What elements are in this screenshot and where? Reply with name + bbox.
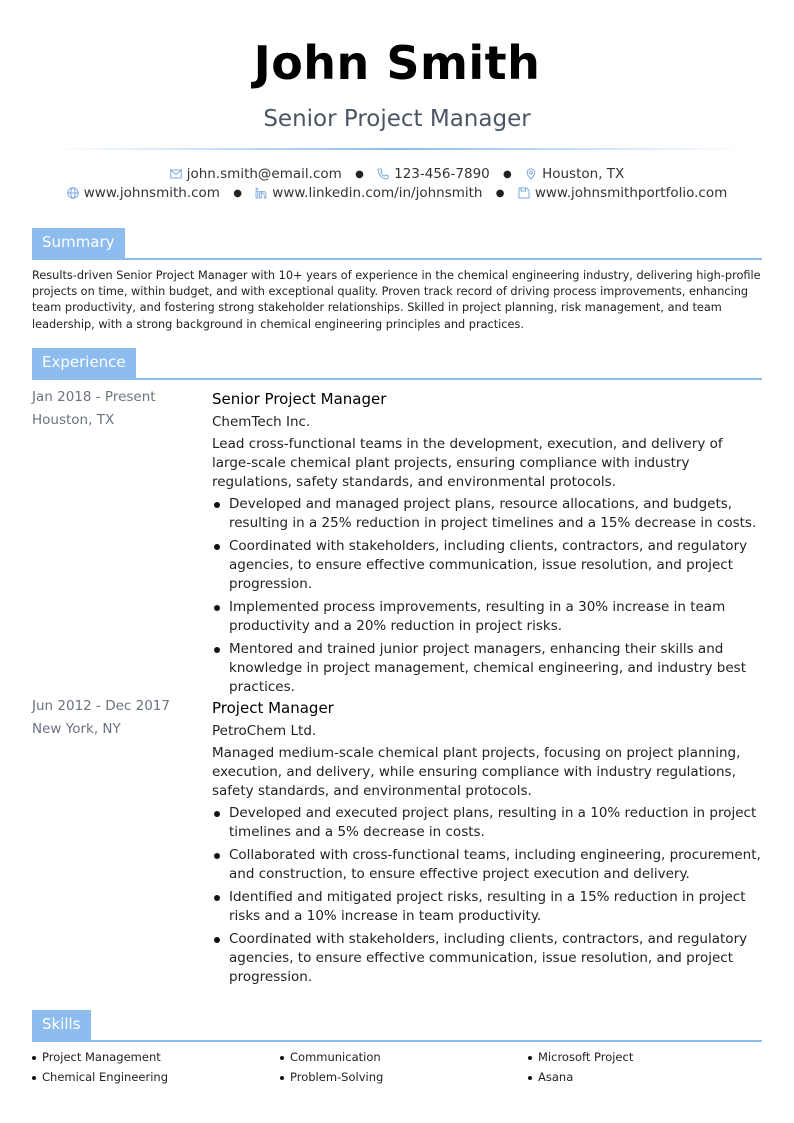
location-pin-icon [525, 168, 537, 180]
skill-item: Communication [280, 1050, 528, 1065]
summary-text: Results-driven Senior Project Manager with 10+ years of experience in the chemical engineering industry, delivering high-profile projects on time, within budget, and with exceptional quality. Proven track record of driving process improvements, enhancing team productivity, and fostering strong stakeholder relationships. Skilled in project planning, risk management, and team leadership, with a strong background in chemical engineering principles and practices. [32, 269, 761, 331]
summary-section-header [32, 228, 762, 260]
portfolio-icon [518, 187, 530, 199]
job-bullet: Collaborated with cross-functional teams, including engineering, procurement, and construction, to ensure effective project execution and delivery. [212, 846, 764, 884]
separator-dot: ● [355, 168, 364, 180]
job-bullet: Developed and executed project plans, resulting in a 10% reduction in project timelines and a 5% decrease in costs. [212, 804, 764, 842]
job-bullet: Identified and mitigated project risks, resulting in a 15% reduction in project risks and a 10% increase in team productivity. [212, 888, 764, 926]
job-location: Houston, TX [32, 412, 115, 428]
globe-icon [67, 187, 79, 199]
contact-website[interactable] [67, 185, 220, 201]
job-details [212, 389, 764, 701]
contact-phone[interactable] [377, 166, 490, 182]
separator-dot: ● [495, 187, 505, 199]
job-description: Lead cross-functional teams in the development, execution, and delivery of large-scale chemical plant projects, ensuring compliance with industry regulations, safety standards, and environmental protocols. [212, 436, 723, 490]
skill-item: Problem-Solving [280, 1070, 528, 1085]
job-bullet: Coordinated with stakeholders, including clients, contractors, and regulatory agencies, to ensure effective communication, issue resolution, and project progression. [212, 537, 764, 594]
contact-phone-text: 123-456-7890 [394, 166, 490, 182]
contact-portfolio[interactable] [518, 185, 727, 201]
contact-portfolio-text: www.johnsmithportfolio.com [534, 185, 728, 201]
contact-linkedin-text: www.linkedin.com/in/johnsmith [272, 185, 483, 201]
job-company: PetroChem Ltd. [212, 723, 317, 739]
header-divider [50, 148, 744, 150]
job-description: Managed medium-scale chemical plant projects, focusing on project planning, execution, and delivery, while ensuring compliance with industry regulations, safety standards, and environmental protocols. [212, 745, 741, 799]
skill-item: Microsoft Project [528, 1050, 776, 1065]
separator-dot: ● [503, 168, 512, 180]
job-title: Senior Project Manager [212, 390, 387, 408]
contact-location-text: Houston, TX [542, 166, 625, 182]
skill-item: Project Management [32, 1050, 280, 1065]
mail-icon [170, 168, 182, 180]
separator-dot: ● [233, 187, 242, 199]
section-rule [32, 378, 762, 380]
job-title: Project Manager [212, 699, 334, 717]
job-bullet: Developed and managed project plans, resource allocations, and budgets, resulting in a 25% reduction in project timelines and a 15% decrease in costs. [212, 495, 764, 533]
job-bullet: Implemented process improvements, resulting in a 30% increase in team productivity and a 20% reduction in project risks. [212, 598, 764, 636]
skills-section-header [32, 1010, 762, 1042]
contact-email-text: john.smith@email.com [186, 166, 342, 182]
linkedin-icon [255, 187, 267, 199]
skill-item: Chemical Engineering [32, 1070, 280, 1085]
job-dates: Jan 2018 - Present [32, 389, 156, 405]
contact-row-primary [0, 166, 794, 182]
job-meta [32, 697, 202, 738]
phone-icon [377, 168, 389, 180]
section-rule [32, 258, 762, 260]
contact-location [525, 166, 624, 182]
skills-heading: Skills [32, 1010, 91, 1041]
job-bullets [212, 804, 764, 987]
job-dates: Jun 2012 - Dec 2017 [32, 698, 170, 714]
contact-email[interactable] [170, 166, 342, 182]
job-bullets [212, 495, 764, 697]
contact-linkedin[interactable] [255, 185, 482, 201]
job-location: New York, NY [32, 721, 121, 737]
job-details [212, 698, 764, 991]
candidate-name: John Smith [253, 36, 541, 90]
job-company: ChemTech Inc. [212, 414, 311, 430]
experience-section-header [32, 348, 762, 380]
job-meta [32, 388, 202, 429]
summary-heading: Summary [32, 228, 125, 259]
section-rule [32, 1040, 762, 1042]
candidate-title: Senior Project Manager [263, 106, 531, 132]
job-bullet: Mentored and trained junior project managers, enhancing their skills and knowledge in project management, chemical engineering, and industry best practices. [212, 640, 764, 697]
experience-heading: Experience [32, 348, 136, 379]
contact-row-links [0, 185, 794, 201]
job-bullet: Coordinated with stakeholders, including clients, contractors, and regulatory agencies, to ensure effective communication, issue resolution, and project progression. [212, 930, 764, 987]
skills-list [32, 1050, 772, 1085]
skill-item: Asana [528, 1070, 776, 1085]
contact-website-text: www.johnsmith.com [83, 185, 220, 201]
